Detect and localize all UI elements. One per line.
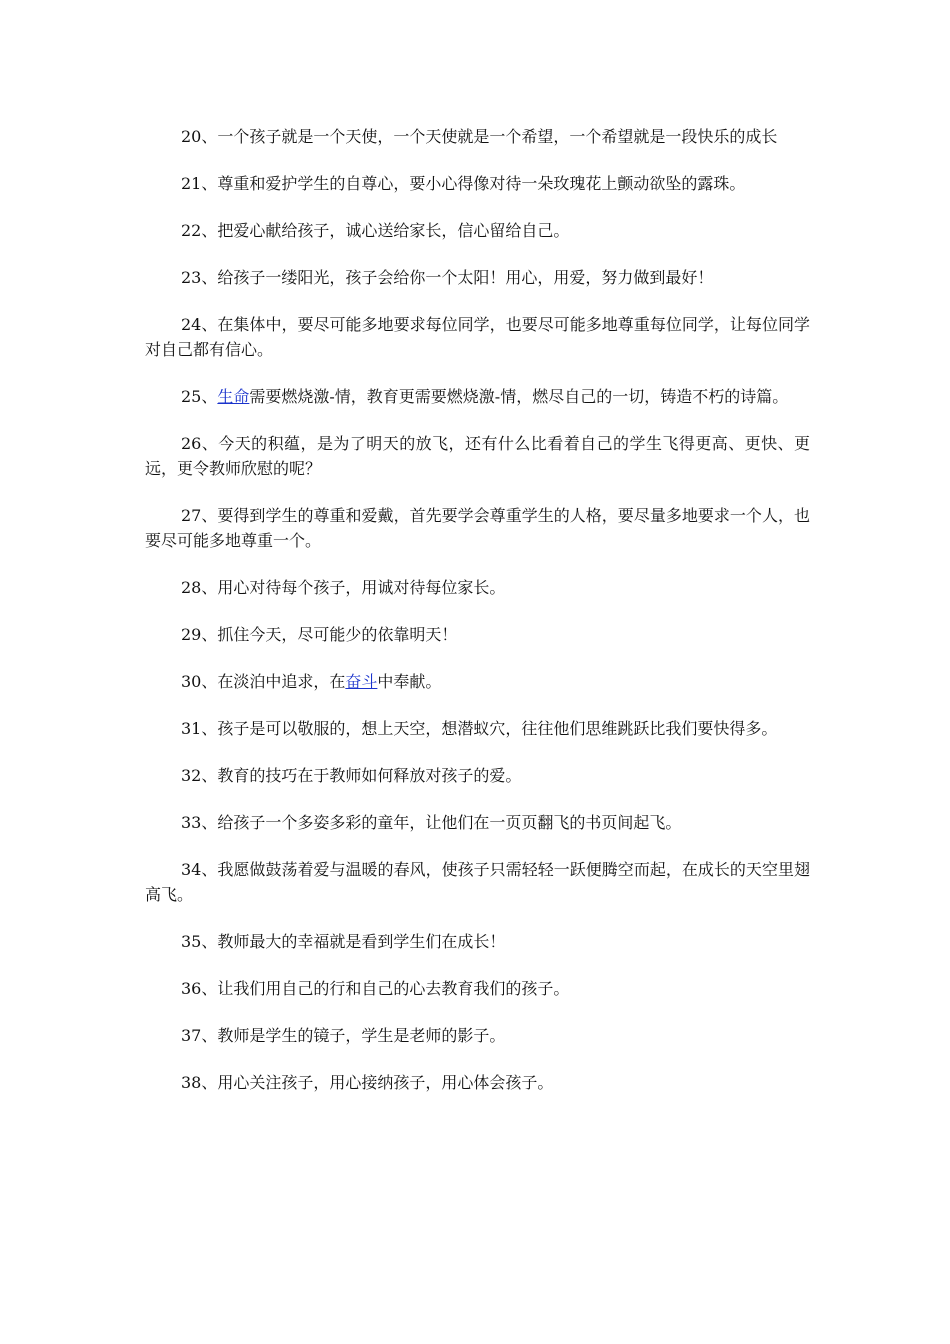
- quote-paragraph: [145, 1070, 810, 1095]
- paragraph-text: 需要燃烧激-情，教育更需要燃烧激-情，燃尽自己的一切，铸造不朽的诗篇。: [249, 387, 789, 406]
- document-body: [145, 124, 810, 1117]
- paragraph-text: 22、把爱心献给孩子，诚心送给家长，信心留给自己。: [181, 221, 570, 240]
- quote-paragraph: [145, 218, 810, 243]
- quote-paragraph: [145, 384, 810, 409]
- paragraph-text: 28、用心对待每个孩子，用诚对待每位家长。: [181, 578, 506, 597]
- quote-paragraph: [145, 503, 810, 553]
- paragraph-text: 36、让我们用自己的行和自己的心去教育我们的孩子。: [181, 979, 570, 998]
- paragraph-text: 27、要得到学生的尊重和爱戴，首先要学会尊重学生的人格，要尽量多地要求一个人，也要尽可能多地尊重一个。: [145, 506, 810, 550]
- paragraph-text: 中奉献。: [377, 672, 442, 691]
- paragraph-text: 38、用心关注孩子，用心接纳孩子，用心体会孩子。: [181, 1073, 554, 1092]
- paragraph-text: 37、教师是学生的镜子，学生是老师的影子。: [181, 1026, 506, 1045]
- paragraph-text: 24、在集体中，要尽可能多地要求每位同学，也要尽可能多地尊重每位同学，让每位同学对自己都有信心。: [145, 315, 810, 359]
- paragraph-text: 31、孩子是可以敬服的，想上天空，想潜蚁穴，往往他们思维跳跃比我们要快得多。: [181, 719, 778, 738]
- paragraph-text: 21、尊重和爱护学生的自尊心，要小心得像对待一朵玫瑰花上颤动欲坠的露珠。: [181, 174, 746, 193]
- quote-paragraph: [145, 431, 810, 481]
- quote-paragraph: [145, 124, 810, 149]
- paragraph-text: 26、今天的积蕴，是为了明天的放飞，还有什么比看着自己的学生飞得更高、更快、更远，更令教师欣慰的呢？: [145, 434, 810, 478]
- quote-paragraph: [145, 810, 810, 835]
- quote-paragraph: [145, 857, 810, 907]
- quote-paragraph: [145, 265, 810, 290]
- inline-link[interactable]: 奋斗: [345, 672, 378, 691]
- quote-paragraph: [145, 716, 810, 741]
- paragraph-text: 35、教师最大的幸福就是看到学生们在成长！: [181, 932, 506, 951]
- paragraph-text: 34、我愿做鼓荡着爱与温暖的春风，使孩子只需轻轻一跃便腾空而起，在成长的天空里翅高飞。: [145, 860, 810, 904]
- paragraph-text: 23、给孩子一缕阳光，孩子会给你一个太阳！用心，用爱，努力做到最好！: [181, 268, 714, 287]
- paragraph-text: 25、: [181, 387, 218, 406]
- quote-paragraph: [145, 976, 810, 1001]
- quote-paragraph: [145, 312, 810, 362]
- quote-paragraph: [145, 763, 810, 788]
- paragraph-text: 30、在淡泊中追求，在: [181, 672, 346, 691]
- quote-paragraph: [145, 669, 810, 694]
- paragraph-text: 32、教育的技巧在于教师如何释放对孩子的爱。: [181, 766, 522, 785]
- paragraph-text: 20、一个孩子就是一个天使，一个天使就是一个希望，一个希望就是一段快乐的成长: [181, 127, 778, 146]
- quote-paragraph: [145, 622, 810, 647]
- quote-paragraph: [145, 171, 810, 196]
- paragraph-text: 29、抓住今天，尽可能少的依靠明天！: [181, 625, 458, 644]
- inline-link[interactable]: 生命: [217, 387, 250, 406]
- quote-paragraph: [145, 929, 810, 954]
- quote-paragraph: [145, 1023, 810, 1048]
- paragraph-text: 33、给孩子一个多姿多彩的童年，让他们在一页页翻飞的书页间起飞。: [181, 813, 682, 832]
- quote-paragraph: [145, 575, 810, 600]
